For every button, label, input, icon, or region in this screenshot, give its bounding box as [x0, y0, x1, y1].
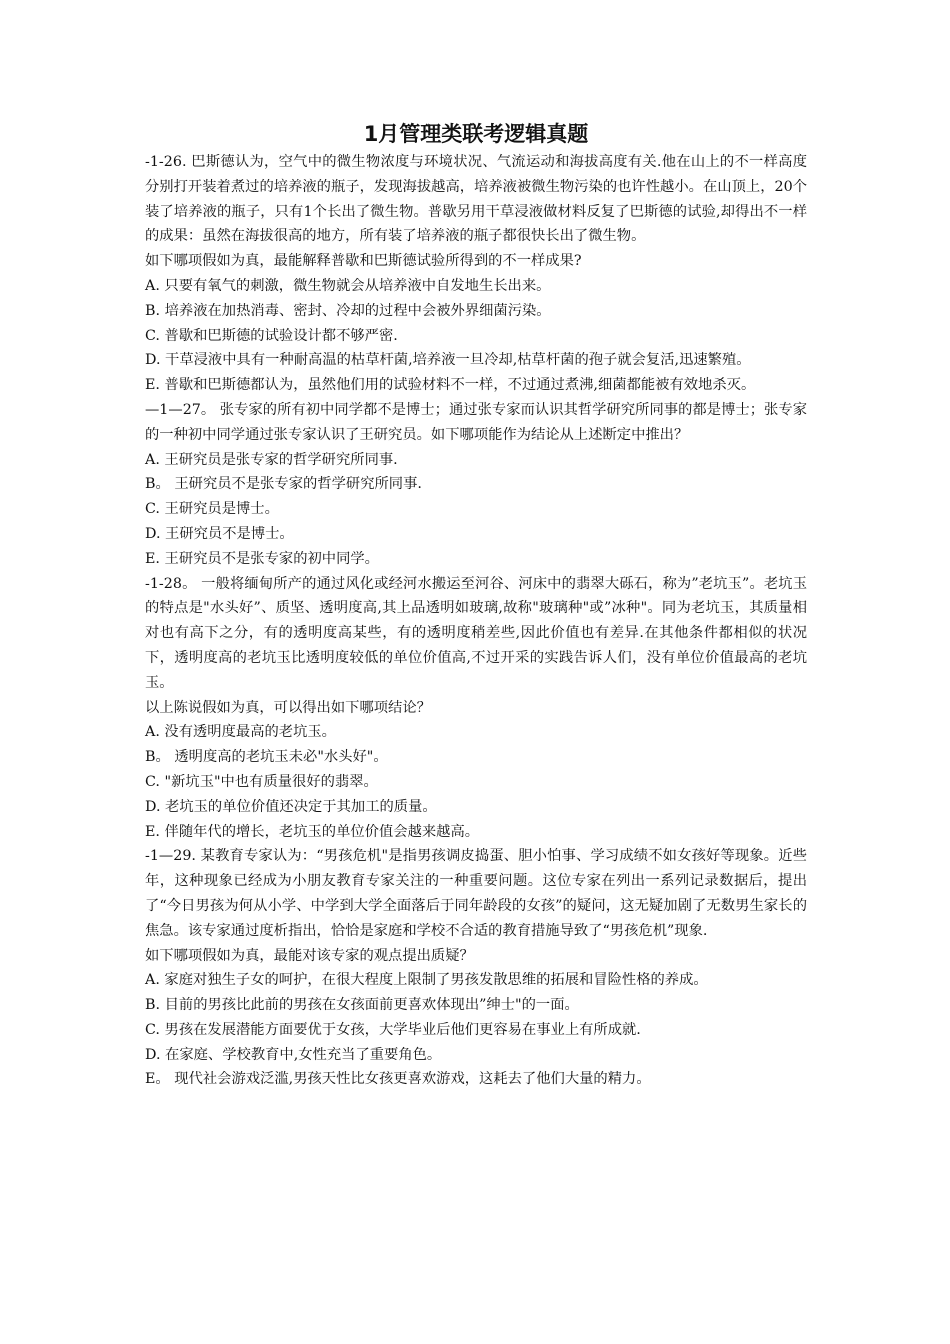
question-28 [145, 572, 807, 845]
question-prompt: 如下哪项假如为真，最能解释普歇和巴斯德试验所得到的不一样成果? [145, 253, 582, 270]
option-d: D. 干草浸液中具有一种耐高温的枯草杆菌,培养液一旦冷却,枯草杆菌的孢子就会复活,迅速繁殖。 [145, 352, 751, 369]
option-d: D. 在家庭、学校教育中,女性充当了重要角色。 [145, 1046, 442, 1063]
question-stem: —1—27。 张专家的所有初中同学都不是博士；通过张专家而认识其哲学研究所同事的都是博士；张专家的一种初中同学通过张专家认识了王研究员。如下哪项能作为结论从上述断定中推出？ [145, 401, 807, 443]
option-c: C. 普歇和巴斯德的试验设计都不够严密. [145, 327, 398, 344]
option-c: C. 王研究员是博士。 [145, 501, 279, 518]
question-prompt: 如下哪项假如为真，最能对该专家的观点提出质疑？ [145, 947, 474, 964]
option-b: B。 王研究员不是张专家的哲学研究所同事. [145, 476, 422, 493]
question-stem: -1—29. 某教育专家认为：“男孩危机"是指男孩调皮捣蛋、胆小怕事、学习成绩不如女孩好等现象。近些年，这种现象已经成为小朋友教育专家关注的一种重要问题。这位专家在列出一系列记录数据后，提出了“今日男孩为何从小学、中学到大学全面落后于同年龄段的女孩”的疑问，这无疑加剧了无数男生家长的焦急。该专家通过度析指出，恰恰是家庭和学校不合适的教育措施导致了“男孩危机”现象. [145, 848, 807, 939]
option-b: B。 透明度高的老坑玉未必"水头好"。 [145, 749, 388, 766]
page-title: 1月管理类联考逻辑真题 [363, 122, 589, 146]
option-e: E. 伴随年代的增长，老坑玉的单位价值会越来越高。 [145, 823, 480, 840]
question-stem: -1-28。 一般将缅甸所产的通过风化或经河水搬运至河谷、河床中的翡翠大砾石，称为”老坑玉”。老坑玉的特点是"水头好”、质坚、透明度高,其上品透明如玻璃,故称"玻璃种"或”冰种"。同为老坑玉，其质量相对也有高下之分，有的透明度高某些，有的透明度稍差些,因此价值也有差异.在其他条件都相似的状况下，透明度高的老坑玉比透明度较低的单位价值高,不过开采的实践告诉人们，没有单位价值最高的老坑玉。 [145, 575, 807, 691]
option-e: E。 现代社会游戏泛滥,男孩天性比女孩更喜欢游戏，这耗去了他们大量的精力。 [145, 1071, 651, 1088]
option-b: B. 目前的男孩比此前的男孩在女孩面前更喜欢体现出”绅士"的一面。 [145, 997, 579, 1014]
option-a: A. 王研究员是张专家的哲学研究所同事. [145, 451, 398, 468]
option-e: E. 王研究员不是张专家的初中同学。 [145, 550, 379, 567]
question-27 [145, 398, 807, 572]
document-page [145, 118, 807, 1092]
option-c: C. "新坑玉"中也有质量很好的翡翠。 [145, 773, 378, 790]
question-prompt: 以上陈说假如为真，可以得出如下哪项结论？ [145, 699, 431, 716]
option-a: A. 只要有氧气的刺激，微生物就会从培养液中自发地生长出来。 [145, 277, 551, 294]
option-d: D. 王研究员不是博士。 [145, 525, 294, 542]
option-d: D. 老坑玉的单位价值还决定于其加工的质量。 [145, 798, 437, 815]
option-b: B. 培养液在加热消毒、密封、冷却的过程中会被外界细菌污染。 [145, 302, 551, 319]
question-26 [145, 150, 807, 398]
option-a: A. 家庭对独生子女的呵护，在很大程度上限制了男孩发散思维的拓展和冒险性格的养成。 [145, 972, 708, 989]
option-e: E. 普歇和巴斯德都认为，虽然他们用的试验材料不一样，不过通过煮沸,细菌都能被有效地杀灭。 [145, 377, 756, 394]
option-c: C. 男孩在发展潜能方面要优于女孩，大学毕业后他们更容易在事业上有所成就. [145, 1021, 641, 1038]
question-stem: -1-26. 巴斯德认为，空气中的微生物浓度与环境状况、气流运动和海拔高度有关.他在山上的不一样高度分别打开装着煮过的培养液的瓶子，发现海拔越高，培养液被微生物污染的也许性越小。在山顶上，20个装了培养液的瓶子，只有1个长出了微生物。普歇另用干草浸液做材料反复了巴斯德的试验,却得出不一样的成果：虽然在海拔很高的地方，所有装了培养液的瓶子都很快长出了微生物。 [145, 154, 807, 245]
question-29 [145, 844, 807, 1092]
option-a: A. 没有透明度最高的老坑玉。 [145, 724, 336, 741]
